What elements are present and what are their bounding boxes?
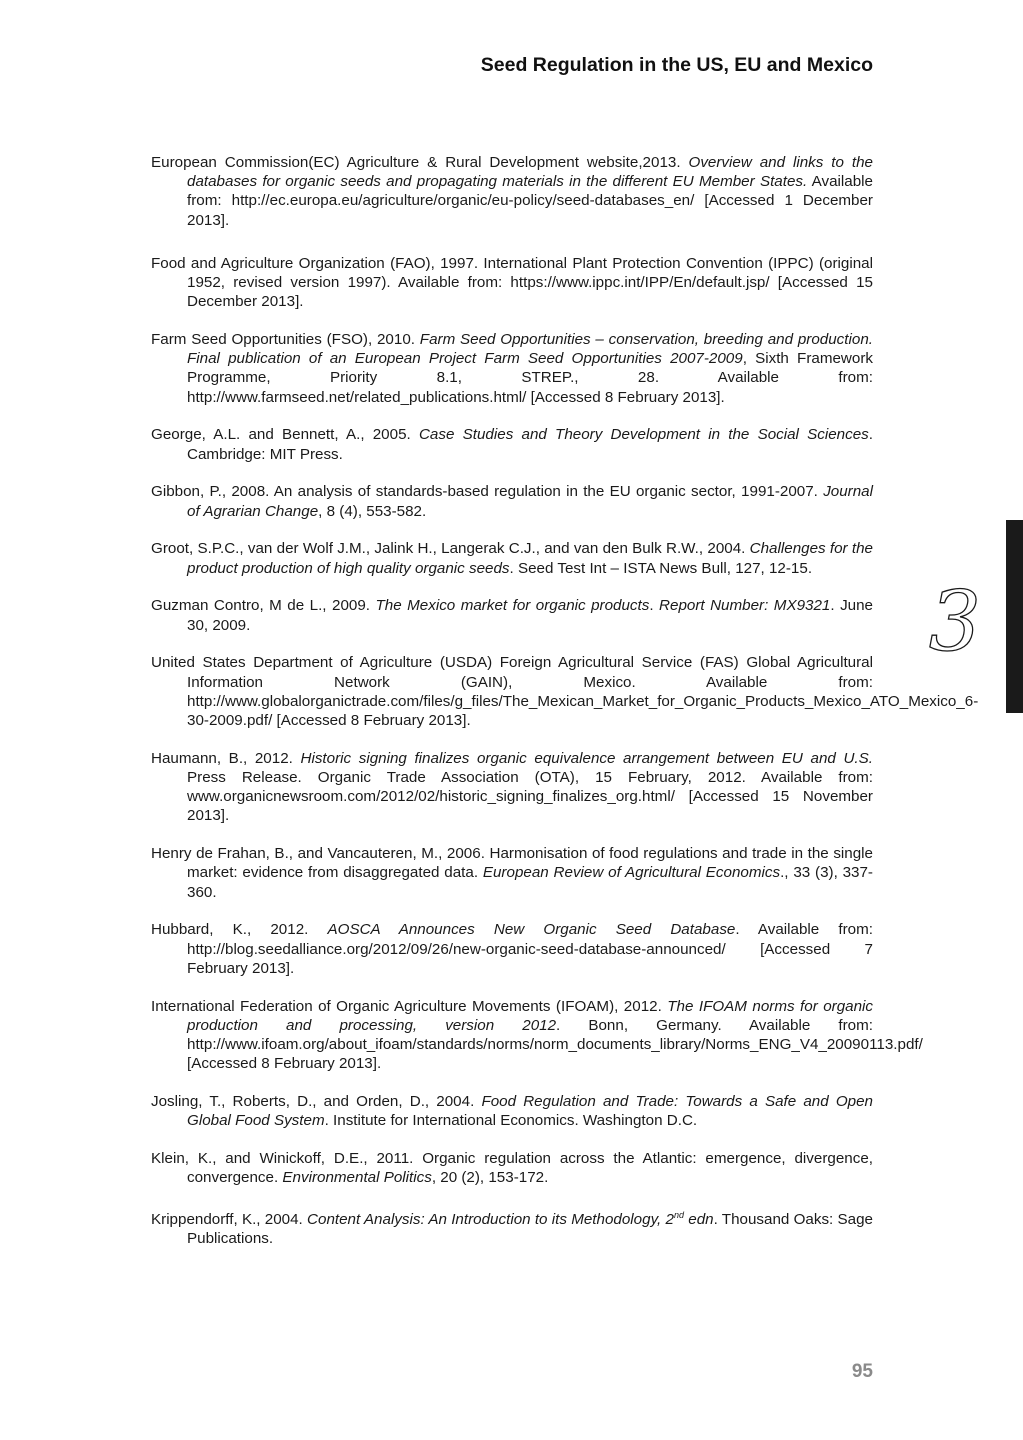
chapter-tab <box>1006 520 1023 713</box>
reference-entry: Klein, K., and Winickoff, D.E., 2011. Organic regulation across the Atlantic: emergence, divergence, convergence. Environmental Politics, 20 (2), 153-172. <box>151 1150 873 1187</box>
reference-entry: Guzman Contro, M de L., 2009. The Mexico market for organic products. Report Number: MX9321. June 30, 2009. <box>151 597 874 634</box>
chapter-number-text: 3 <box>928 582 982 662</box>
reference-entry: Farm Seed Opportunities (FSO), 2010. Farm Seed Opportunities – conservation, breeding and production. Final publication of an European Project Farm Seed Opportunities 2007-2009, Sixth Framework Programme, Priority 8.1, STREP., 28. Available from: http://www.farmseed.net/related_publications.html/ [Accessed 8 February 2013]. <box>151 331 873 406</box>
reference-entry: European Commission(EC) Agriculture & Rural Development website,2013. Overview and links to the databases for organic seeds and propagating materials in the different EU Member States. Available from: http://ec.europa.eu/agriculture/organic/eu-policy/seed-databases_en/ [Accessed 1 December 2013]. <box>151 154 873 229</box>
reference-list <box>151 153 979 1267</box>
reference-entry: Gibbon, P., 2008. An analysis of standards-based regulation in the EU organic sector, 1991-2007. Journal of Agrarian Change, 8 (4), 553-582. <box>151 483 873 520</box>
reference-entry: Haumann, B., 2012. Historic signing finalizes organic equivalence arrangement between EU and U.S. Press Release. Organic Trade Association (OTA), 15 February, 2012. Available from: www.organicnewsroom.com/2012/02/historic_signing_finalizes_org.html/ [Accessed 15 November 2013]. <box>151 749 873 825</box>
reference-entry: United States Department of Agriculture (USDA) Foreign Agricultural Service (FAS) Global Agricultural Information Network (GAIN), Mexico. Available from: http://www.globalorganictrade.com/files/g_files/The_Mexican_Market_for_Organic_Products_Mexico_ATO_Mexico_6-30-2009.pdf/ [Accessed 8 February 2013]. <box>151 654 979 730</box>
reference-entry: Groot, S.P.C., van der Wolf J.M., Jalink H., Langerak C.J., and van den Bulk R.W., 2004. Challenges for the product production of high quality organic seeds. Seed Test Int – ISTA News Bull, 127, 12-15. <box>151 540 873 577</box>
reference-entry: Josling, T., Roberts, D., and Orden, D., 2004. Food Regulation and Trade: Towards a Safe and Open Global Food System. Institute for International Economics. Washington D.C. <box>151 1093 873 1130</box>
page-number: 95 <box>851 1361 873 1382</box>
chapter-number-3 <box>920 582 990 662</box>
reference-entry: George, A.L. and Bennett, A., 2005. Case Studies and Theory Development in the Social Sciences. Cambridge: MIT Press. <box>151 426 874 463</box>
reference-entry: Henry de Frahan, B., and Vancauteren, M., 2006. Harmonisation of food regulations and trade in the single market: evidence from disaggregated data. European Review of Agricultural Economics., 33 (3), 337-360. <box>151 845 873 901</box>
reference-entry: Krippendorff, K., 2004. Content Analysis: An Introduction to its Methodology, 2nd edn. Thousand Oaks: Sage Publications. <box>151 1210 873 1248</box>
running-head-title: Seed Regulation in the US, EU and Mexico <box>480 54 873 76</box>
reference-entry: Hubbard, K., 2012. AOSCA Announces New Organic Seed Database. Available from: http://blog.seedalliance.org/2012/09/26/new-organic-seed-database-announced/ [Accessed 7 February 2013]. <box>151 921 873 977</box>
reference-entry: Food and Agriculture Organization (FAO), 1997. International Plant Protection Convention (IPPC) (original 1952, revised version 1997). Available from: https://www.ippc.int/IPP/En/default.jsp/ [Accessed 15 December 2013]. <box>151 254 873 311</box>
reference-entry: International Federation of Organic Agriculture Movements (IFOAM), 2012. The IFOAM norms for organic production and processing, version 2012. Bonn, Germany. Available from: http://www.ifoam.org/about_ifoam/standards/norms/norm_documents_library/Norms_ENG_V4_20090113.pdf/ [Accessed 8 February 2013]. <box>151 997 923 1073</box>
